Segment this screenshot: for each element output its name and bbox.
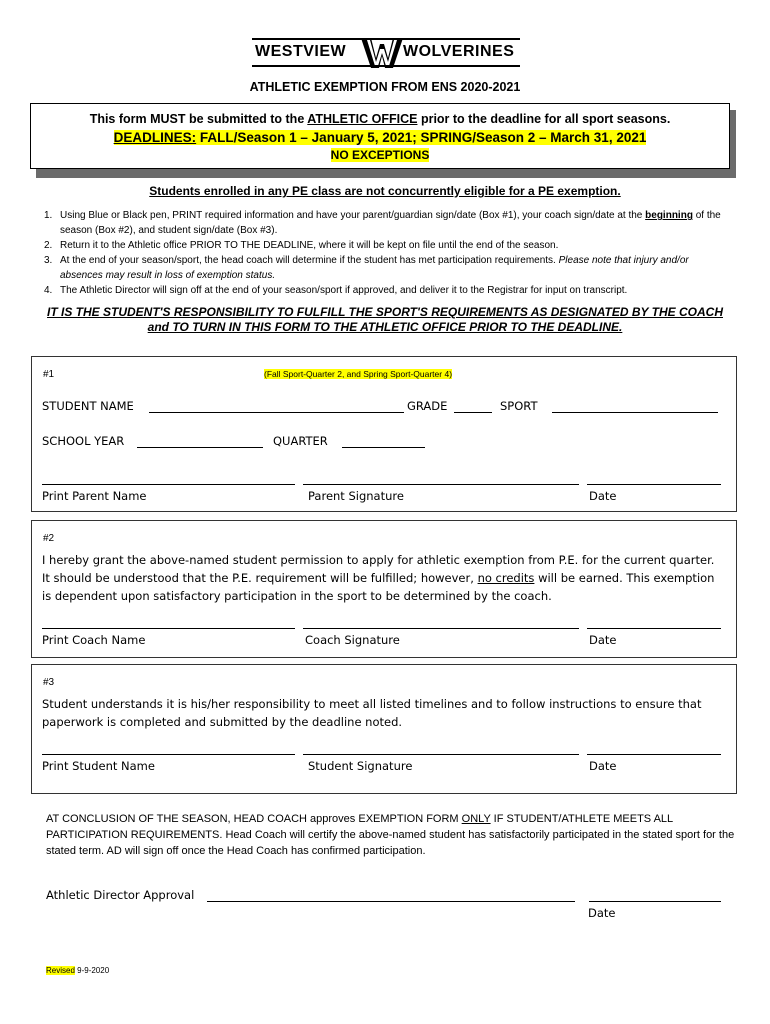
coach-credit-text	[42, 571, 714, 585]
instruction-text: Using Blue or Black pen, PRINT required information and have your parent/guardian sign/date (Box #1), your coach sign/date at the	[60, 210, 646, 221]
deadlines-label: DEADLINES:	[113, 130, 197, 145]
revision-note	[46, 966, 109, 975]
instruction-item	[40, 253, 730, 283]
revised-date: 9-9-2020	[74, 966, 110, 975]
athletic-office-text: ATHLETIC OFFICE	[307, 112, 418, 126]
coach-determination-text: is dependent upon satisfactory participation in the sport to be determined by the coach.	[42, 589, 552, 603]
deadlines-line	[31, 130, 729, 145]
instruction-item	[40, 283, 730, 298]
student-deadline-text: paperwork is completed and submitted by the deadline noted.	[42, 715, 403, 729]
student-signature-field[interactable]	[303, 754, 579, 755]
grade-label: GRADE	[407, 399, 448, 413]
athletic-director-signature-field[interactable]	[207, 901, 575, 902]
responsibility-line-1: IT IS THE STUDENT'S RESPONSIBILITY TO FULFILL THE SPORT'S REQUIREMENTS AS DESIGNATED BY THE COACH	[47, 305, 723, 319]
instructions-list	[40, 208, 730, 298]
instruction-number: 2.	[44, 240, 53, 251]
instruction-text: The Athletic Director will sign off at the end of your season/sport if approved, and deliver it to the Registrar for input on transcript.	[60, 285, 628, 296]
coach-credit-text-post: will be earned. This exemption	[534, 571, 715, 585]
student-date-field[interactable]	[587, 754, 721, 755]
athletic-director-date-field[interactable]	[589, 901, 721, 902]
submission-notice-post: prior to the deadline for all sport seasons.	[417, 112, 671, 126]
student-signature-label: Student Signature	[308, 759, 413, 773]
quarter-field[interactable]	[342, 447, 425, 448]
deadline-box	[30, 103, 730, 169]
logo-bottom-rule	[252, 65, 520, 67]
print-parent-name-label: Print Parent Name	[42, 489, 147, 503]
parent-signature-field[interactable]	[303, 484, 579, 485]
student-responsibility-text: Student understands it is his/her responsibility to meet all listed timelines and to follow instructions to ensure that	[42, 697, 702, 711]
print-student-name-label: Print Student Name	[42, 759, 155, 773]
revised-word: Revised	[46, 966, 75, 975]
coach-permission-text: I hereby grant the above-named student permission to apply for athletic exemption from P.E. for the current quarter.	[42, 553, 715, 567]
print-student-name-field[interactable]	[42, 754, 295, 755]
box-1-subtitle: (Fall Sport-Quarter 2, and Spring Sport-Quarter 4)	[264, 369, 453, 379]
parent-date-field[interactable]	[587, 484, 721, 485]
logo-left-word: WESTVIEW	[255, 43, 347, 60]
instruction-number: 3.	[44, 255, 53, 266]
no-exceptions-text: NO EXCEPTIONS	[330, 148, 430, 162]
print-coach-name-label: Print Coach Name	[42, 633, 146, 647]
pe-eligibility-notice: Students enrolled in any PE class are not concurrently eligible for a PE exemption.	[149, 184, 621, 198]
instruction-number: 1.	[44, 210, 53, 221]
box-1-parent-section	[31, 356, 737, 512]
box-2-label: #2	[43, 533, 55, 544]
print-parent-name-field[interactable]	[42, 484, 295, 485]
responsibility-line-2: and TO TURN IN THIS FORM TO THE ATHLETIC OFFICE PRIOR TO THE DEADLINE.	[147, 320, 623, 334]
print-coach-name-field[interactable]	[42, 628, 295, 629]
box-2-coach-section	[31, 520, 737, 658]
form-title: ATHLETIC EXEMPTION FROM ENS 2020-2021	[249, 80, 521, 94]
closing-text-post: IF STUDENT/ATHLETE MEETS ALL PARTICIPATION REQUIREMENTS. Head Coach will certify the above-named student has satisfactorily participated in the stated sport for the stated term. AD will sign off once the Head Coach has confirmed participation.	[46, 813, 735, 857]
closing-text-pre: AT CONCLUSION OF THE SEASON, HEAD COACH approves EXEMPTION FORM	[46, 813, 462, 825]
sport-label: SPORT	[500, 399, 538, 413]
sport-field[interactable]	[552, 412, 718, 413]
athletic-director-label: Athletic Director Approval	[46, 888, 195, 902]
student-responsibility-notice	[0, 305, 770, 335]
coach-signature-field[interactable]	[303, 628, 579, 629]
logo-right-word: WOLVERINES	[403, 43, 515, 60]
submission-notice-pre: This form MUST be submitted to the	[89, 112, 308, 126]
parent-date-label: Date	[589, 489, 617, 503]
season-conclusion-text	[46, 811, 736, 859]
instruction-text: At the end of your season/sport, the head coach will determine if the student has met participation requirements.	[60, 255, 559, 266]
parent-signature-label: Parent Signature	[308, 489, 404, 503]
submission-notice	[31, 112, 729, 126]
student-date-label: Date	[589, 759, 617, 773]
school-year-field[interactable]	[137, 447, 263, 448]
coach-credit-text-pre: It should be understood that the P.E. requirement will be fulfilled; however,	[42, 571, 478, 585]
instruction-text-post: of the season (Box #2), and student sign/date (Box #3).	[60, 210, 721, 236]
coach-date-field[interactable]	[587, 628, 721, 629]
athletic-director-date-label: Date	[588, 906, 616, 920]
box-3-student-section	[31, 664, 737, 794]
no-credits-text: no credits	[477, 571, 535, 585]
quarter-label: QUARTER	[273, 434, 328, 448]
instruction-item	[40, 208, 730, 238]
grade-field[interactable]	[454, 412, 492, 413]
instruction-italic-note: Please note that injury and/or absences may result in loss of exemption status.	[60, 255, 689, 281]
school-logo	[252, 38, 520, 68]
deadlines-highlight	[114, 130, 647, 145]
instruction-emphasis: beginning	[645, 210, 693, 221]
box-3-label: #3	[43, 677, 55, 688]
instruction-item	[40, 238, 730, 253]
only-text: ONLY	[461, 813, 491, 825]
athletic-director-approval	[46, 888, 736, 928]
student-name-label: STUDENT NAME	[42, 399, 134, 413]
no-exceptions-line	[31, 148, 729, 162]
instruction-number: 4.	[44, 285, 53, 296]
coach-date-label: Date	[589, 633, 617, 647]
box-1-label: #1	[43, 369, 55, 380]
deadlines-text: FALL/Season 1 – January 5, 2021; SPRING/Season 2 – March 31, 2021	[196, 130, 647, 145]
instruction-text: Return it to the Athletic office PRIOR TO THE DEADLINE, where it will be kept on file until the end of the season.	[60, 240, 559, 251]
school-year-label: SCHOOL YEAR	[42, 434, 125, 448]
coach-signature-label: Coach Signature	[305, 633, 400, 647]
student-name-field[interactable]	[149, 412, 404, 413]
